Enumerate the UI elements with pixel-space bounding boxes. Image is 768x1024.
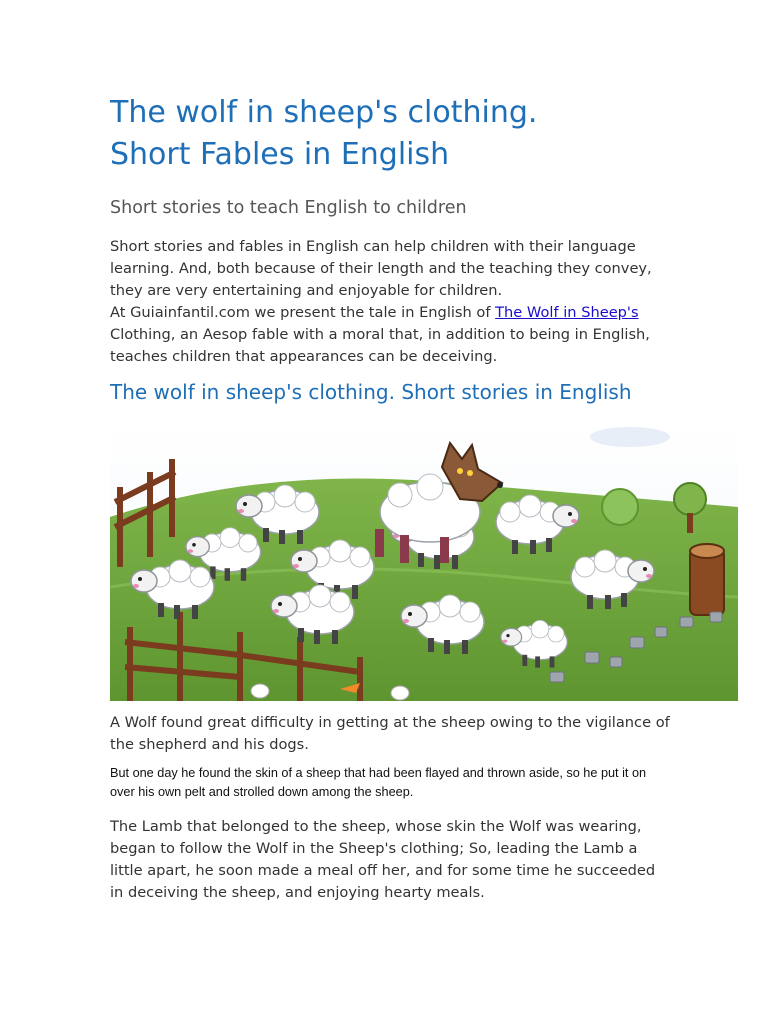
story-paragraph-1: A Wolf found great difficulty in getting at the sheep owing to the vigilance of the shepherd and his dogs.	[110, 714, 670, 753]
intro-text-3: Clothing, an Aesop fable with a moral that, in addition to being in English, teaches children that appearances can be deceiving.	[110, 326, 650, 365]
title-line-1: The wolf in sheep's clothing.	[110, 95, 538, 130]
wolf-sheep-illustration	[110, 427, 738, 701]
story-paragraph-3: The Lamb that belonged to the sheep, whose skin the Wolf was wearing, began to follow the Wolf in the Sheep's clothing; So, leading the Lamb a little apart, he soon made a meal off her, and for some time he succeeded in deceiving the sheep, and enjoying hearty meals.	[110, 818, 656, 901]
intro-text-2: At Guiainfantil.com we present the tale in English of	[110, 304, 496, 321]
section-heading: The wolf in sheep's clothing. Short stories in English	[110, 380, 632, 404]
wolf-in-sheeps-link[interactable]: The Wolf in Sheep's	[495, 304, 639, 321]
intro-paragraph	[110, 236, 670, 368]
article	[110, 92, 670, 404]
subtitle: Short stories to teach English to children	[110, 198, 467, 218]
title-line-2: Short Fables in English	[110, 137, 450, 172]
page-title	[110, 92, 670, 176]
intro-text-1: Short stories and fables in English can help children with their language learning. And, both because of their length and the teaching they convey, they are very entertaining and enjoyable for children.	[110, 238, 652, 299]
story-paragraph-2: But one day he found the skin of a sheep that had been flayed and thrown aside, so he put it on over his own pelt and strolled down among the sheep.	[110, 766, 647, 799]
story	[110, 712, 670, 904]
